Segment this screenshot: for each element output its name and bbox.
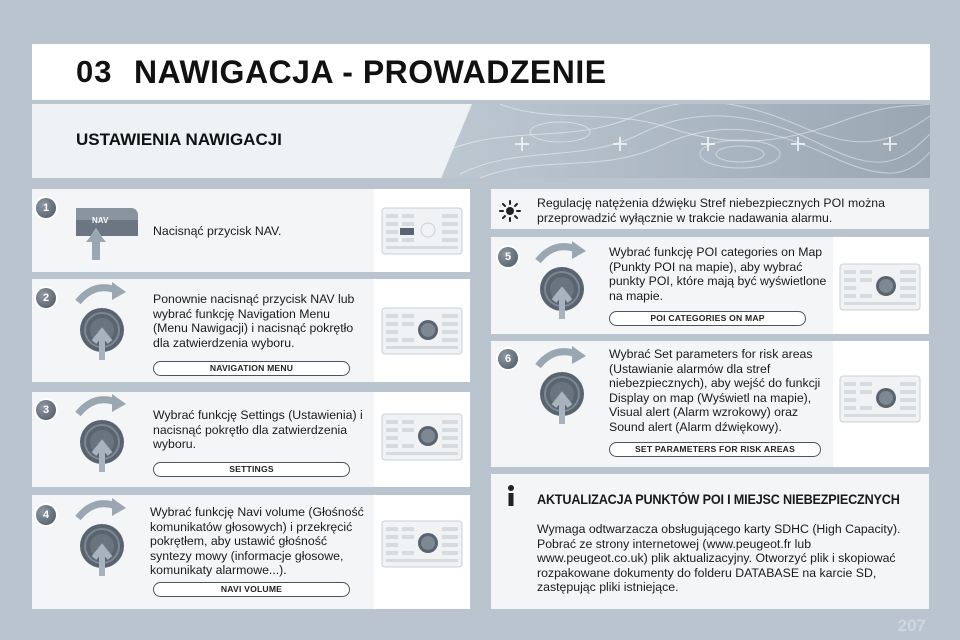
map-contour-decoration <box>440 104 930 178</box>
step-text-1: Nacisnąć przycisk NAV. <box>153 224 282 238</box>
step-text-6: Wybrać Set parameters for risk areas (Ustawianie alarmów dla stref niebezpiecznych), aby wejść do funkcji Display on map (Wyświetl na mapie), Visual alert (Alarm wzrokowy) oraz Sound alert (Alarm dźwiękowy). <box>609 347 821 434</box>
step-number-1: 1 <box>36 198 56 218</box>
radio-unit-illustration <box>838 370 922 428</box>
menu-label-settings: SETTINGS <box>153 462 350 477</box>
step-number-4: 4 <box>36 505 56 525</box>
control-knob-illustration <box>72 392 132 472</box>
control-knob-illustration <box>532 344 592 424</box>
step-number-5: 5 <box>498 247 518 267</box>
sun-icon <box>499 200 521 222</box>
update-text: Wymaga odtwarzacza obsługującego karty SDHC (High Capacity). Pobrać ze strony internetowej (www.peugeot.fr lub www.peugeot.co.uk) plik aktualizacyjny. Otworzyć plik i skopiować rozpakowane dokumenty do folderu DATABASE na karcie SD, zastępując pliki istniejące. <box>537 522 901 595</box>
menu-label-poi-categories: POI CATEGORIES ON MAP <box>609 311 806 326</box>
chapter-number: 03 <box>76 54 113 89</box>
nav-button-illustration <box>70 202 144 262</box>
info-icon <box>502 484 520 508</box>
page-title: NAWIGACJA - PROWADZENIE <box>134 54 607 90</box>
warning-text: Regulację natężenia dźwięku Stref niebezpiecznych POI można przeprowadzić wyłącznie w trakcie nadawania alarmu. <box>537 196 885 225</box>
radio-unit-illustration <box>380 302 464 360</box>
step-number-3: 3 <box>36 400 56 420</box>
page-number: 207 <box>897 616 926 635</box>
step-text-2: Ponownie nacisnąć przycisk NAV lub wybrać funkcję Navigation Menu (Menu Nawigacji) i nacisnąć pokrętło dla zatwierdzenia wyboru. <box>153 292 355 350</box>
control-knob-illustration <box>72 280 132 360</box>
menu-label-risk-areas: SET PARAMETERS FOR RISK AREAS <box>609 442 821 457</box>
step-text-5: Wybrać funkcję POI categories on Map (Punkty POI na mapie), aby wybrać punkty POI, które mają być wyświetlone na mapie. <box>609 245 827 303</box>
menu-label-navigation-menu: NAVIGATION MENU <box>153 361 350 376</box>
step-number-6: 6 <box>498 349 518 369</box>
header-notch <box>0 44 32 100</box>
radio-unit-illustration <box>380 515 464 573</box>
step-text-4: Wybrać funkcję Navi volume (Głośność komunikatów głosowych) i przekręcić pokrętłem, aby ustawić głośność syntezy mowy (informacje głosowe, komunikaty alarmowe...). <box>150 505 364 578</box>
nav-button-label: NAV <box>92 216 109 225</box>
radio-unit-illustration <box>838 258 922 316</box>
section-title: USTAWIENIA NAWIGACJI <box>76 130 282 149</box>
step-text-3: Wybrać funkcję Settings (Ustawienia) i nacisnąć pokrętło dla zatwierdzenia wyboru. <box>153 408 363 452</box>
control-knob-illustration <box>532 239 592 319</box>
control-knob-illustration <box>72 496 132 576</box>
menu-label-navi-volume: NAVI VOLUME <box>153 582 350 597</box>
radio-unit-illustration <box>380 408 464 466</box>
step-number-2: 2 <box>36 288 56 308</box>
update-title: AKTUALIZACJA PUNKTÓW POI I MIEJSC NIEBEZPIECZNYCH <box>537 492 900 507</box>
radio-unit-illustration <box>380 202 464 260</box>
